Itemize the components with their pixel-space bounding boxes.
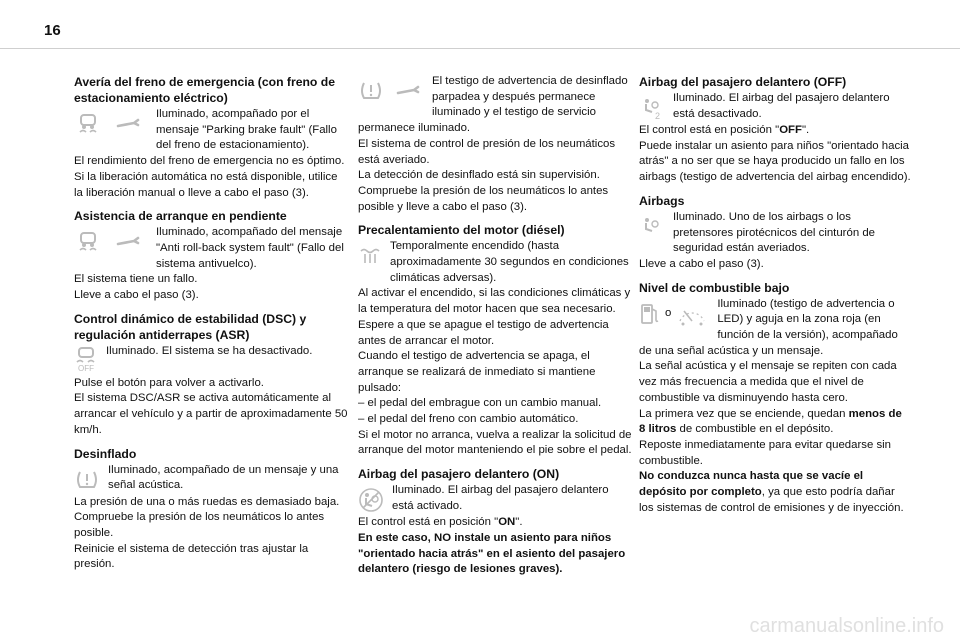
fuel-gauge-icon	[675, 301, 709, 327]
body-text	[639, 407, 911, 438]
body-text: Lleve a cabo el paso (3).	[74, 289, 199, 302]
section-emergency-brake-fault	[74, 74, 348, 201]
body-text: El sistema de control de presión de los neumáticos está averiado.	[358, 137, 616, 166]
header-rule	[0, 48, 960, 49]
airbag-icon	[639, 212, 665, 242]
indicator-block	[358, 239, 632, 286]
indicator-description: Iluminado (testigo de advertencia o LED) y aguja en la zona roja (en función de la versión), acompañado de una señal acústica y un mensaje.	[639, 297, 898, 357]
body-text: Si la liberación automática no está disponible, utilice la liberación manual o lleve a cabo el paso (3).	[74, 170, 338, 199]
stability-off-icon	[74, 346, 98, 376]
indicator-description: Iluminado, acompañado del mensaje "Anti roll-back system fault" (Fallo del sistema antivuelco).	[156, 226, 344, 270]
indicator-description: Iluminado. El sistema se ha desactivado.	[106, 344, 313, 357]
indicator-block	[639, 91, 911, 123]
indicator-block	[74, 463, 348, 495]
text-run: El control está en posición "	[358, 516, 499, 529]
emphasis: menos de 8 litros	[639, 407, 902, 436]
text-run: ".	[801, 124, 810, 136]
text-run: El control está en posición "	[639, 124, 780, 136]
fuel-indicator-icons	[639, 299, 709, 329]
indicator-description: Iluminado. El airbag del pasajero delantero está activado.	[392, 484, 609, 512]
indicator-description: Iluminado. Uno de los airbags o los pretensores pirotécnicos del cinturón de seguridad están averiados.	[673, 210, 875, 255]
or-label: o	[665, 306, 672, 319]
section-title: Avería del freno de emergencia (con freno de estacionamiento eléctrico)	[74, 75, 335, 105]
svg-text:2: 2	[655, 111, 661, 121]
body-text	[358, 515, 632, 531]
tyre-pressure-icon	[74, 465, 100, 495]
column-2	[358, 74, 632, 585]
body-text: Si el motor no arranca, vuelva a realizar la solicitud de arranque del motor manteniendo el pie sobre el pedal.	[358, 428, 632, 457]
section-preheating	[358, 222, 632, 459]
page-number: 16	[44, 22, 61, 39]
emphasis: ON	[498, 516, 516, 529]
indicator-description: El testigo de advertencia de desinflado parpadea y después permanece iluminado y el testigo de servicio permanece iluminado.	[358, 75, 628, 135]
indicator-description: Iluminado, acompañado de un mensaje y una señal acústica.	[108, 463, 339, 492]
body-text: La detección de desinflado está sin supervisión. Compruebe la presión de los neumáticos lo antes posible y lleve a cabo el paso (3).	[358, 169, 609, 213]
text-run: ".	[515, 516, 523, 529]
section-airbag-off	[639, 74, 911, 186]
fuel-pump-icon	[639, 301, 661, 327]
column-3	[639, 74, 911, 523]
indicator-description: Iluminado, acompañado por el mensaje "Parking brake fault" (Fallo del freno de estacionamiento).	[156, 108, 337, 152]
body-text: Compruebe la presión de los neumáticos lo antes posible.	[74, 511, 325, 539]
body-text: Reposte inmediatamente para evitar quedarse sin combustible.	[639, 438, 892, 467]
section-airbags	[639, 193, 911, 273]
emphasis: OFF	[779, 124, 802, 136]
section-hill-start-assist	[74, 208, 348, 304]
indicator-block	[639, 297, 911, 360]
section-title: Control dinámico de estabilidad (DSC) y regulación antiderrapes (ASR)	[74, 311, 307, 342]
warning-text	[358, 531, 632, 578]
indicator-block	[358, 74, 632, 137]
body-text: Reinicie el sistema de detección tras ajustar la presión.	[74, 542, 309, 571]
watermark: carmanualsonline.info	[749, 615, 944, 637]
body-text: Lleve a cabo el paso (3).	[639, 257, 764, 270]
text-run: La primera vez que se enciende, quedan	[639, 407, 849, 420]
emphasis: No conduzca nunca hasta que se vacíe el depósito por completo	[639, 470, 864, 499]
indicator-description: Temporalmente encendido (hasta aproximadamente 30 segundos en condiciones climáticas adversas).	[390, 240, 629, 284]
section-title: Nivel de combustible bajo	[639, 280, 790, 295]
body-text: El sistema DSC/ASR se activa automáticamente al arrancar el vehículo y a partir de aproximadamente 50 km/h.	[74, 392, 348, 436]
section-title: Desinflado	[74, 446, 137, 461]
section-title: Airbag del pasajero delantero (ON)	[358, 467, 560, 482]
section-title: Airbags	[639, 193, 685, 208]
body-text: Pulse el botón para volver a activarlo.	[74, 376, 264, 389]
off-label: OFF	[78, 363, 94, 373]
body-text: Cuando el testigo de advertencia se apaga, el arranque se realizará de inmediato si mantiene pulsado:	[358, 350, 596, 394]
section-title: Airbag del pasajero delantero (OFF)	[639, 75, 847, 89]
body-text: La señal acústica y el mensaje se repiten con cada vez más frecuencia a medida que el nivel de combustible va disminuyendo hasta cero.	[639, 360, 897, 404]
indicator-block	[74, 344, 348, 376]
tyre-wrench-icon	[358, 76, 424, 106]
body-text	[639, 123, 911, 139]
body-text: La presión de una o más ruedas es demasiado baja.	[74, 495, 340, 508]
passenger-airbag-on-icon	[358, 485, 384, 515]
emphasis: En este caso, NO instale un asiento para niños "orientado hacia atrás" en el asiento del pasajero delantero (riesgo de lesiones graves).	[358, 531, 626, 576]
indicator-block	[639, 210, 911, 257]
section-deflation-fault	[358, 74, 632, 215]
indicator-description: Iluminado. El airbag del pasajero delantero está desactivado.	[673, 92, 890, 120]
text-run: , ya que esto podría dañar los sistemas de control de emisiones y de inyección.	[639, 486, 904, 514]
indicator-block	[74, 107, 348, 154]
text-run: de combustible en el depósito.	[676, 423, 834, 436]
indicator-block	[74, 225, 348, 272]
passenger-airbag-off-icon	[639, 93, 665, 123]
body-text: – el pedal del embrague con un cambio manual.	[358, 397, 602, 410]
column-1	[74, 74, 348, 580]
body-text: El rendimiento del freno de emergencia no es óptimo.	[74, 155, 345, 168]
section-airbag-on	[358, 466, 632, 578]
body-text: Puede instalar un asiento para niños "orientado hacia atrás" a no ser que se haya producido un fallo en los airbags (testigo de advertencia del airbag encendido).	[639, 139, 911, 184]
section-deflation	[74, 446, 348, 574]
section-title: Asistencia de arranque en pendiente	[74, 209, 287, 224]
section-dsc-asr	[74, 311, 348, 439]
section-low-fuel	[639, 280, 911, 517]
section-title: Precalentamiento del motor (diésel)	[358, 223, 565, 238]
body-text: – el pedal del freno con cambio automático.	[358, 413, 579, 426]
body-text: El sistema tiene un fallo.	[74, 273, 198, 286]
body-text	[639, 469, 911, 516]
glow-plug-icon	[358, 241, 382, 271]
body-text: Al activar el encendido, si las condiciones climáticas y la temperatura del motor hacen que sea necesario. Espere a que se apague el testigo de advertencia antes de arrancar el motor.	[358, 287, 631, 347]
car-skid-wrench-icon	[74, 109, 148, 139]
indicator-block	[358, 483, 632, 515]
car-skid-wrench-icon	[74, 227, 148, 257]
